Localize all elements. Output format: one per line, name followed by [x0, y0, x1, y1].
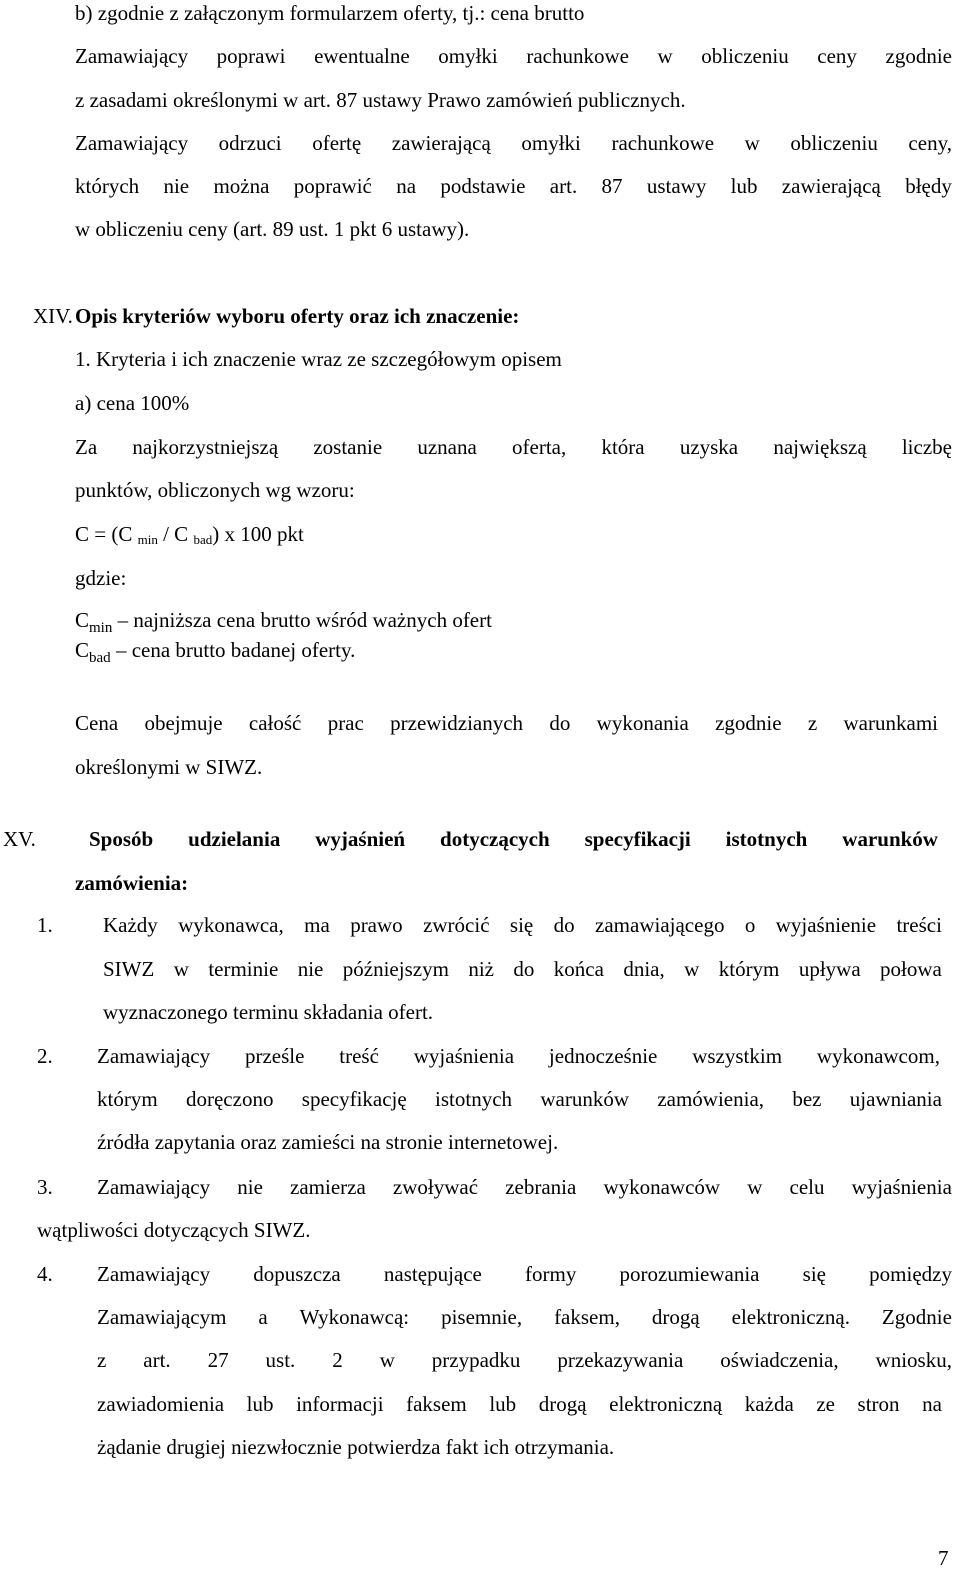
legend-cmin-letter: C — [75, 608, 90, 632]
gdzie-label: gdzie: — [75, 566, 127, 590]
list-item-line: wyznaczonego terminu składania ofert. — [103, 1000, 434, 1024]
text-line: punktów, obliczonych wg wzoru: — [75, 478, 355, 502]
list-item-line: zawiadomienia lub informacji faksem lub drogą elektroniczną każda ze stron na — [97, 1392, 942, 1416]
text-line: Za najkorzystniejszą zostanie uznana oferta, która uzyska największą liczbę — [75, 435, 952, 459]
text-line: z zasadami określonymi w art. 87 ustawy Prawo zamówień publicznych. — [75, 88, 686, 112]
list-item-line: źródła zapytania oraz zamieści na stronie internetowej. — [97, 1130, 559, 1154]
formula-suffix: ) x 100 pkt — [212, 522, 304, 546]
list-item-line: Zamawiający prześle treść wyjaśnienia jednocześnie wszystkim wykonawcom, — [97, 1044, 940, 1068]
section-title: Sposób udzielania wyjaśnień dotyczących specyfikacji istotnych warunków — [89, 827, 938, 851]
legend-cbad-sub: bad — [89, 650, 111, 666]
section-title: zamówienia: — [75, 871, 189, 895]
formula-sub-min: min — [137, 532, 158, 547]
criteria-item: 1. Kryteria i ich znaczenie wraz ze szczegółowym opisem — [75, 347, 562, 371]
legend-cbad — [75, 638, 356, 666]
list-number: 3. — [37, 1175, 53, 1199]
text-line: Zamawiający odrzuci ofertę zawierającą omyłki rachunkowe w obliczeniu ceny, — [75, 131, 952, 155]
list-item-line: SIWZ w terminie nie późniejszym niż do końca dnia, w którym upływa połowa — [103, 957, 942, 981]
legend-cbad-text: – cena brutto badanej oferty. — [115, 638, 356, 662]
list-item-line: żądanie drugiej niezwłocznie potwierdza fakt ich otrzymania. — [97, 1435, 615, 1459]
legend-cmin — [75, 608, 492, 636]
list-item-line: Zamawiającym a Wykonawcą: pisemnie, faksem, drogą elektroniczną. Zgodnie — [97, 1305, 952, 1329]
section-title: Opis kryteriów wyboru oferty oraz ich znaczenie: — [75, 304, 520, 328]
list-number: 1. — [37, 913, 53, 937]
list-number: 4. — [37, 1262, 53, 1286]
list-item-line: wątpliwości dotyczących SIWZ. — [37, 1218, 311, 1242]
list-item-line: którym doręczono specyfikację istotnych warunków zamówienia, bez ujawniania — [97, 1087, 942, 1111]
legend-cmin-text: – najniższa cena brutto wśród ważnych ofert — [117, 608, 492, 632]
list-item-line: Każdy wykonawca, ma prawo zwrócić się do zamawiającego o wyjaśnienie treści — [103, 913, 942, 937]
text-line: określonymi w SIWZ. — [75, 755, 263, 779]
legend-cbad-letter: C — [75, 638, 90, 662]
criteria-subitem: a) cena 100% — [75, 391, 190, 415]
text-line: w obliczeniu ceny (art. 89 ust. 1 pkt 6 ustawy). — [75, 217, 470, 241]
formula-prefix: C = (C — [75, 522, 133, 546]
text-line: b) zgodnie z załączonym formularzem oferty, tj.: cena brutto — [75, 1, 585, 25]
section-number: XV. — [3, 827, 36, 851]
formula — [75, 522, 304, 546]
text-line: Cena obejmuje całość prac przewidzianych do wykonania zgodnie z warunkami — [75, 711, 938, 735]
section-number: XIV. — [33, 304, 73, 328]
text-line: Zamawiający poprawi ewentualne omyłki rachunkowe w obliczeniu ceny zgodnie — [75, 44, 952, 68]
page-number: 7 — [938, 1546, 949, 1570]
formula-sub-bad: bad — [193, 532, 213, 547]
text-line: których nie można poprawić na podstawie art. 87 ustawy lub zawierającą błędy — [75, 174, 952, 198]
formula-slash: / C — [163, 522, 189, 546]
list-item-line: Zamawiający nie zamierza zwoływać zebrania wykonawców w celu wyjaśnienia — [97, 1175, 952, 1199]
list-item-line: z art. 27 ust. 2 w przypadku przekazywania oświadczenia, wniosku, — [97, 1348, 952, 1372]
legend-cmin-sub: min — [89, 620, 113, 636]
list-item-line: Zamawiający dopuszcza następujące formy porozumiewania się pomiędzy — [97, 1262, 952, 1286]
list-number: 2. — [37, 1044, 53, 1068]
